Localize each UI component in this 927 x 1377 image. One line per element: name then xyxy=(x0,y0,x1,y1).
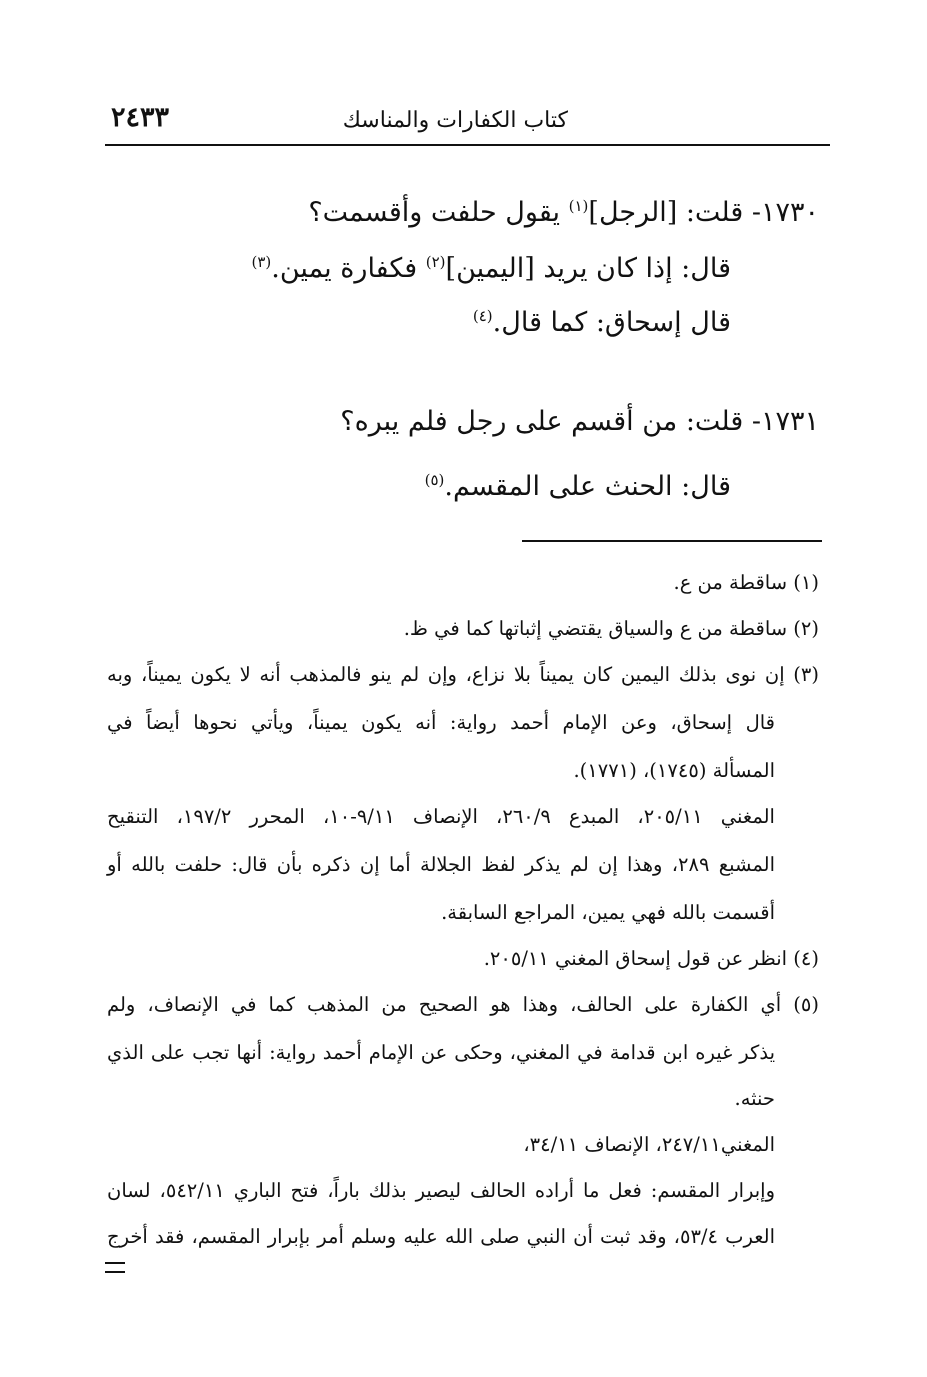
page-number: ٢٤٣٣ xyxy=(111,102,170,133)
footnote-3-line-4: المغني ٢٠٥/١١، المبدع ٢٦٠/٩، الإنصاف ٩/١١-١٠، المحرر ١٩٧/٢، التنقيح xyxy=(107,805,775,828)
footnote-ref-5: (٥) xyxy=(424,471,445,489)
book-title: كتاب الكفارات والمناسك xyxy=(342,108,568,133)
footnote-3-line-3: المسألة (١٧٤٥)، (١٧٧١). xyxy=(573,759,775,782)
footnote-5-line-4: المغني٢٤٧/١١، الإنصاف ٣٤/١١، xyxy=(523,1133,775,1156)
continuation-mark xyxy=(105,1262,125,1273)
footnote-ref-4: (٤) xyxy=(472,307,493,325)
footnote-2: (٢) ساقطة من ع والسياق يقتضي إثباتها كما في ظ. xyxy=(403,617,819,640)
footnote-ref-2: (٢) xyxy=(425,253,446,271)
footnote-4: (٤) انظر عن قول إسحاق المغني ٢٠٥/١١. xyxy=(483,947,819,970)
footnote-ref-1: (١) xyxy=(568,197,589,215)
footnote-3-line-6: أقسمت بالله فهي يمين، المراجع السابقة. xyxy=(441,901,775,924)
issue-1731-answer: قال: الحنث على المقسم.$^{(٥)}$ xyxy=(424,471,731,502)
footnote-divider xyxy=(522,540,822,542)
footnote-5-line-5: وإبرار المقسم: فعل ما أراده الحالف ليصير بذلك باراً، فتح الباري ٥٤٢/١١، لسان xyxy=(107,1179,776,1202)
issue-1730-ishaq: قال إسحاق: كما قال.$^{(٤)}$ xyxy=(472,307,731,338)
footnote-5-line-3: حنثه. xyxy=(734,1087,775,1110)
footnote-3-line-1: (٣) إن نوى بذلك اليمين كان يميناً بلا نزاع، وإن لم ينو فالمذهب أنه لا يكون يميناً، وبه xyxy=(107,663,819,686)
footnote-ref-3: (٣) xyxy=(251,253,272,271)
footnote-1: (١) ساقطة من ع. xyxy=(673,571,819,594)
issue-1730-answer: قال: إذا كان يريد [اليمين]$^{(٢)}$ فكفارة يمين.$^{(٣)}$ xyxy=(251,253,731,284)
footnote-5-line-1: (٥) أي الكفارة على الحالف، وهذا هو الصحيح من المذهب كما في الإنصاف، ولم xyxy=(107,993,819,1016)
issue-1730-question: ١٧٣٠- قلت: [الرجل]$^{(١)}$ يقول حلفت وأقسمت؟ xyxy=(308,197,819,228)
footnote-5-line-6: العرب ٥٣/٤، وقد ثبت أن النبي صلى الله عليه وسلم أمر بإبرار المقسم، فقد أخرج xyxy=(107,1225,775,1248)
footnote-3-line-2: قال إسحاق، وعن الإمام أحمد رواية: أنه يكون يميناً، ويأتي نحوها أيضاً في xyxy=(107,711,775,734)
footnote-5-line-2: يذكر غيره ابن قدامة في المغني، وحكى عن الإمام أحمد رواية: أنها تجب على الذي xyxy=(107,1041,775,1064)
page-header xyxy=(105,100,830,146)
footnote-3-line-5: المشبع ٢٨٩، وهذا إن لم يذكر لفظ الجلالة أما إن ذكره بأن قال: حلفت بالله أو xyxy=(107,853,775,876)
issue-1731-question: ١٧٣١- قلت: من أقسم على رجل فلم يبره؟ xyxy=(340,406,819,437)
